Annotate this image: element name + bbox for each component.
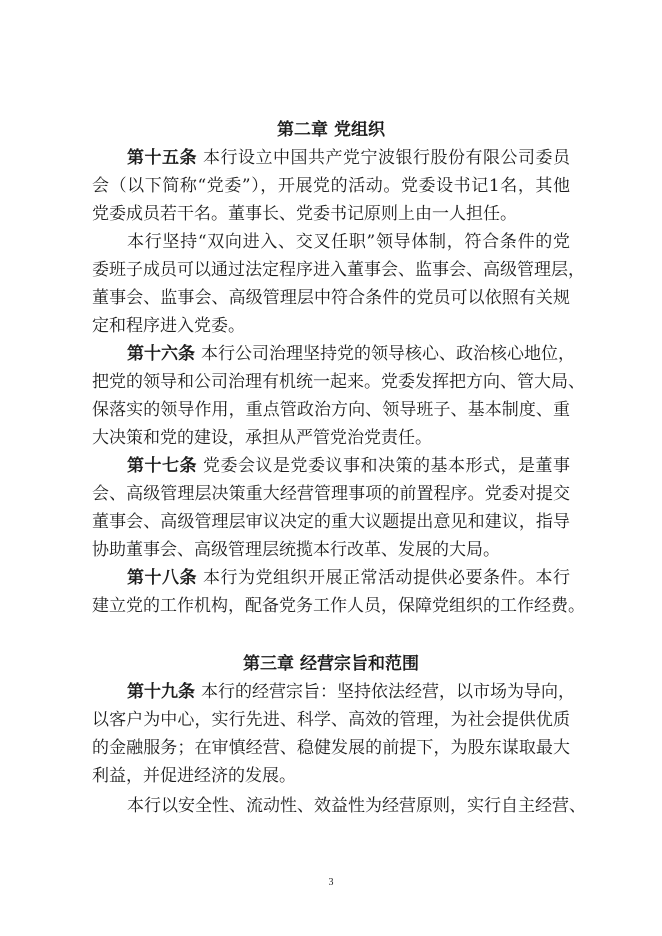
text-line: 会（以下简称“党委”），开展党的活动。党委设书记1名，其他	[92, 176, 570, 196]
text-line: 会、高级管理层决策重大经营管理事项的前置程序。党委对提交	[92, 484, 570, 504]
article-label: 第十六条	[127, 344, 195, 364]
text-line: 定和程序进入党委。	[92, 316, 245, 336]
chapter-heading: 第二章 党组织	[277, 120, 385, 140]
article-label: 第十九条	[127, 682, 195, 702]
article-label: 第十五条	[127, 148, 197, 168]
text-line: 党委会议是党委议事和决策的基本形式，是董事	[203, 456, 570, 476]
text-line: 本行设立中国共产党宁波银行股份有限公司委员	[203, 148, 570, 168]
text-line: 以客户为中心，实行先进、科学、高效的管理，为社会提供优质	[92, 710, 570, 730]
text-line: 本行坚持“双向进入、交叉任职”领导体制，符合条件的党	[127, 232, 570, 252]
text-line: 本行为党组织开展正常活动提供必要条件。本行	[203, 568, 570, 588]
page-number: 3	[328, 877, 334, 888]
paragraph	[92, 228, 585, 340]
text-line: 的金融服务；在审慎经营、稳健发展的前提下，为股东谋取最大	[92, 738, 570, 758]
text-line: 董事会、监事会、高级管理层中符合条件的党员可以依照有关规	[92, 288, 570, 308]
text-line: 保落实的领导作用，重点管政治方向、领导班子、基本制度、重	[92, 400, 570, 420]
article-16	[92, 340, 585, 452]
paragraph	[92, 792, 586, 820]
text-line: 本行的经营宗旨：坚持依法经营，以市场为导向，	[201, 682, 575, 702]
article-label: 第十七条	[127, 456, 197, 476]
text-line: 本行以安全性、流动性、效益性为经营原则，实行自主经营、	[127, 796, 586, 816]
text-line: 利益，并促进经济的发展。	[92, 766, 296, 786]
article-15	[92, 144, 570, 228]
article-label: 第十八条	[127, 568, 197, 588]
article-18	[92, 564, 585, 620]
text-line: 本行公司治理坚持党的领导核心、政治核心地位，	[201, 344, 575, 364]
text-line: 建立党的工作机构，配备党务工作人员，保障党组织的工作经费。	[92, 596, 585, 616]
article-19	[92, 678, 575, 790]
text-line: 董事会、高级管理层审议决定的重大议题提出意见和建议，指导	[92, 512, 570, 532]
text-line: 党委成员若干名。董事长、党委书记原则上由一人担任。	[92, 204, 517, 224]
article-17	[92, 452, 570, 564]
chapter-heading: 第三章 经营宗旨和范围	[243, 654, 419, 674]
document-page	[92, 116, 586, 820]
text-line: 协助董事会、高级管理层统揽本行改革、发展的大局。	[92, 540, 500, 560]
text-line: 大决策和党的建设，承担从严管党治党责任。	[92, 428, 432, 448]
text-line: 把党的领导和公司治理有机统一起来。党委发挥把方向、管大局、	[92, 372, 585, 392]
text-line: 委班子成员可以通过法定程序进入董事会、监事会、高级管理层，	[92, 260, 585, 280]
